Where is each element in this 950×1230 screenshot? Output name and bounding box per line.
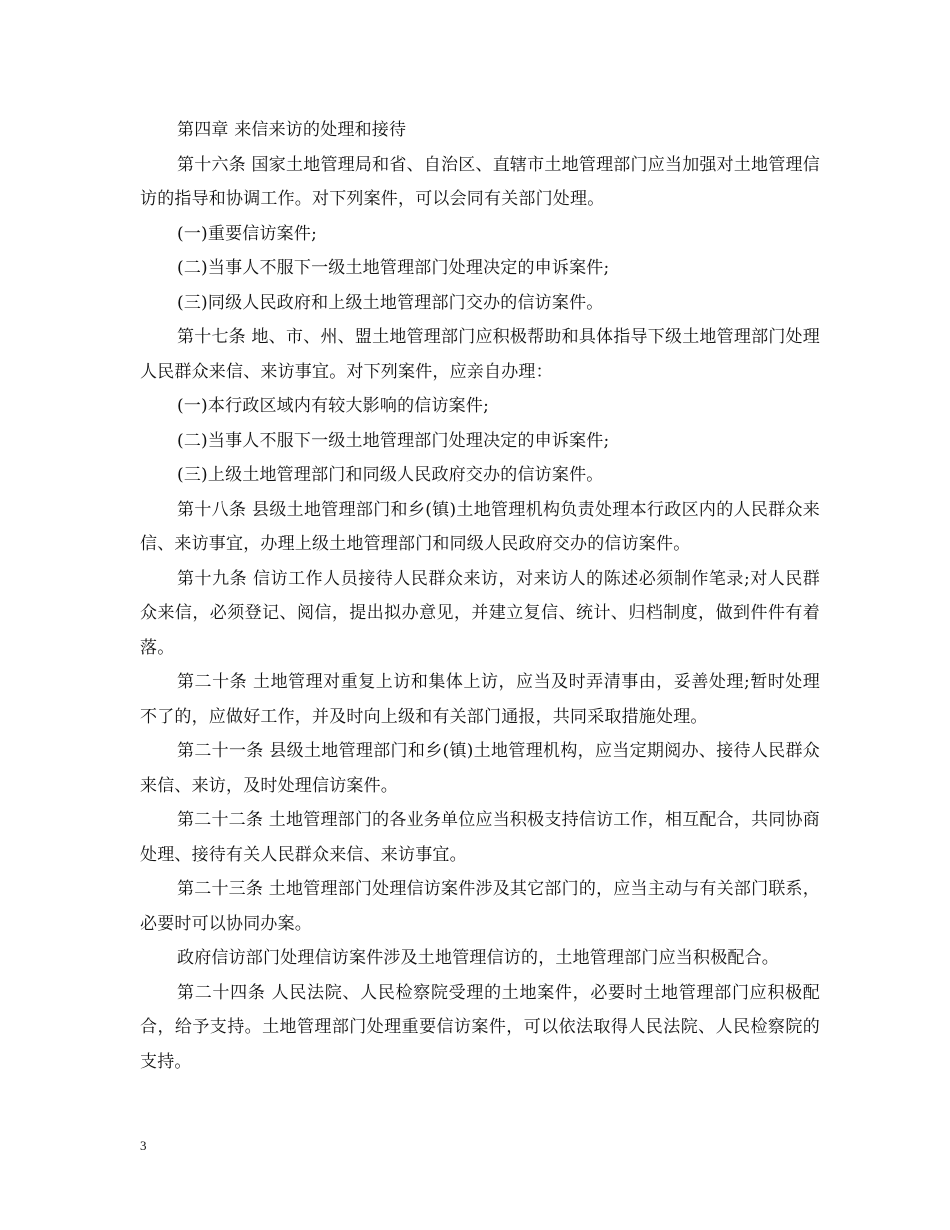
article-17: 第十七条 地、市、州、盟土地管理部门应积极帮助和具体指导下级土地管理部门处理人民群众来信、来访事宜。对下列案件，应亲自办理： bbox=[140, 327, 820, 382]
article-23-supplement: 政府信访部门处理信访案件涉及土地管理信访的，土地管理部门应当积极配合。 bbox=[177, 948, 779, 968]
article-17-item-2: (二)当事人不服下一级土地管理部门处理决定的申诉案件; bbox=[177, 430, 610, 451]
article-21: 第二十一条 县级土地管理部门和乡(镇)土地管理机构，应当定期阅办、接待人民群众来信、来访，及时处理信访案件。 bbox=[140, 741, 820, 796]
article-22: 第二十二条 土地管理部门的各业务单位应当积极支持信访工作，相互配合，共同协商处理、接待有关人民群众来信、来访事宜。 bbox=[140, 810, 820, 865]
article-16-item-3: (三)同级人民政府和上级土地管理部门交办的信访案件。 bbox=[177, 292, 604, 313]
article-16-item-1: (一)重要信访案件; bbox=[177, 223, 317, 244]
article-18: 第十八条 县级土地管理部门和乡(镇)土地管理机构负责处理本行政区内的人民群众来信、来访事宜，办理上级土地管理部门和同级人民政府交办的信访案件。 bbox=[140, 499, 820, 554]
chapter-heading: 第四章 来信来访的处理和接待 bbox=[177, 120, 407, 140]
article-20: 第二十条 土地管理对重复上访和集体上访，应当及时弄清事由，妥善处理;暂时处理不了的，应做好工作，并及时向上级和有关部门通报，共同采取措施处理。 bbox=[140, 672, 820, 727]
document-body bbox=[140, 113, 820, 1079]
article-17-item-1: (一)本行政区域内有较大影响的信访案件; bbox=[177, 396, 489, 416]
article-17-item-3: (三)上级土地管理部门和同级人民政府交办的信访案件。 bbox=[177, 465, 604, 485]
article-19: 第十九条 信访工作人员接待人民群众来访，对来访人的陈述必须制作笔录;对人民群众来信，必须登记、阅信，提出拟办意见，并建立复信、统计、归档制度，做到件件有着落。 bbox=[140, 568, 820, 658]
article-16-item-2: (二)当事人不服下一级土地管理部门处理决定的申诉案件; bbox=[177, 258, 610, 278]
article-23: 第二十三条 土地管理部门处理信访案件涉及其它部门的，应当主动与有关部门联系，必要时可以协同办案。 bbox=[140, 879, 820, 934]
article-16: 第十六条 国家土地管理局和省、自治区、直辖市土地管理部门应当加强对土地管理信访的指导和协调工作。对下列案件，可以会同有关部门处理。 bbox=[140, 154, 820, 209]
article-24: 第二十四条 人民法院、人民检察院受理的土地案件，必要时土地管理部门应积极配合，给予支持。土地管理部门处理重要信访案件，可以依法取得人民法院、人民检察院的支持。 bbox=[140, 982, 820, 1072]
page-number: 3 bbox=[140, 1138, 147, 1153]
